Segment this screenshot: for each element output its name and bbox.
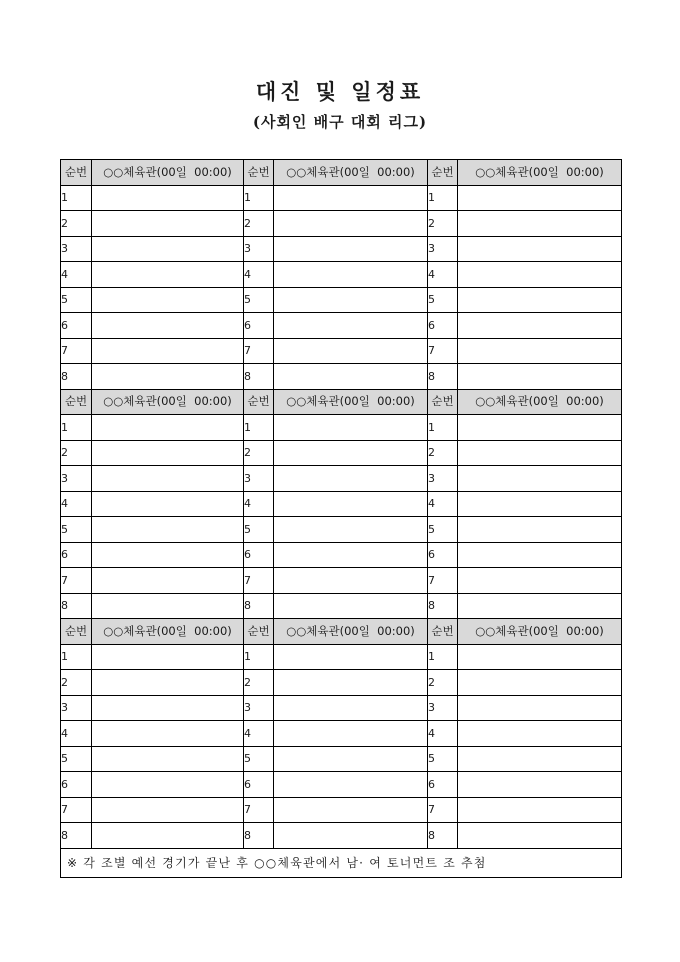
venue-slot-cell [92,466,244,492]
footer-note: ※ 각 조별 예선 경기가 끝난 후 ○○체육관에서 남· 여 토너먼트 조 추첨 [61,848,622,877]
seq-number-cell: 7 [428,568,458,594]
seq-number-cell: 3 [244,236,274,262]
seq-number-cell: 3 [428,695,458,721]
schedule-row [61,670,622,696]
seq-header-cell: 순번 [428,389,458,415]
seq-number-cell: 1 [244,644,274,670]
block-header-row [61,160,622,186]
schedule-row [61,823,622,849]
venue-header-cell: ○○체육관(00일 00:00) [458,619,622,645]
seq-header-cell: 순번 [244,160,274,186]
venue-slot-cell [92,542,244,568]
seq-header-cell: 순번 [428,619,458,645]
schedule-row [61,211,622,237]
seq-number-cell: 5 [244,287,274,313]
seq-number-cell: 2 [428,440,458,466]
venue-header-cell: ○○체육관(00일 00:00) [274,160,428,186]
schedule-row [61,517,622,543]
venue-slot-cell [274,797,428,823]
seq-header-cell: 순번 [61,160,92,186]
venue-slot-cell [92,185,244,211]
venue-slot-cell [92,517,244,543]
block-header-row [61,389,622,415]
venue-slot-cell [92,593,244,619]
seq-number-cell: 4 [244,491,274,517]
schedule-row [61,772,622,798]
venue-slot-cell [458,236,622,262]
schedule-row [61,338,622,364]
seq-number-cell: 2 [244,670,274,696]
seq-number-cell: 1 [244,185,274,211]
seq-number-cell: 1 [61,185,92,211]
schedule-row [61,491,622,517]
venue-slot-cell [274,313,428,339]
schedule-row [61,542,622,568]
schedule-row [61,593,622,619]
seq-number-cell: 1 [244,415,274,441]
venue-slot-cell [92,313,244,339]
seq-number-cell: 5 [244,517,274,543]
seq-number-cell: 3 [61,466,92,492]
schedule-row [61,440,622,466]
venue-header-cell: ○○체육관(00일 00:00) [458,389,622,415]
seq-number-cell: 7 [244,338,274,364]
venue-slot-cell [92,338,244,364]
seq-number-cell: 6 [428,313,458,339]
venue-slot-cell [274,440,428,466]
schedule-row [61,313,622,339]
schedule-row [61,415,622,441]
schedule-row [61,364,622,390]
seq-header-cell: 순번 [244,619,274,645]
seq-number-cell: 8 [428,593,458,619]
seq-number-cell: 7 [61,568,92,594]
seq-number-cell: 5 [244,746,274,772]
seq-number-cell: 6 [61,313,92,339]
seq-number-cell: 7 [244,568,274,594]
seq-number-cell: 2 [428,670,458,696]
venue-slot-cell [92,644,244,670]
seq-number-cell: 7 [428,797,458,823]
seq-number-cell: 4 [428,721,458,747]
venue-slot-cell [274,517,428,543]
seq-number-cell: 8 [244,364,274,390]
venue-slot-cell [274,644,428,670]
seq-number-cell: 7 [428,338,458,364]
venue-slot-cell [458,823,622,849]
venue-slot-cell [458,721,622,747]
schedule-table-body [61,160,622,878]
seq-header-cell: 순번 [61,389,92,415]
venue-slot-cell [274,823,428,849]
venue-slot-cell [458,440,622,466]
block-header-row [61,619,622,645]
schedule-row [61,695,622,721]
seq-header-cell: 순번 [244,389,274,415]
seq-number-cell: 3 [244,466,274,492]
seq-number-cell: 5 [428,746,458,772]
venue-slot-cell [458,517,622,543]
seq-number-cell: 3 [428,466,458,492]
schedule-row [61,287,622,313]
venue-slot-cell [274,338,428,364]
venue-slot-cell [92,746,244,772]
venue-slot-cell [274,542,428,568]
venue-slot-cell [274,721,428,747]
venue-slot-cell [458,185,622,211]
venue-slot-cell [274,772,428,798]
page-subtitle: (사회인 배구 대회 리그) [252,113,428,131]
venue-slot-cell [458,415,622,441]
seq-number-cell: 5 [61,287,92,313]
seq-number-cell: 4 [61,491,92,517]
seq-number-cell: 8 [428,823,458,849]
venue-slot-cell [458,364,622,390]
venue-slot-cell [458,593,622,619]
seq-number-cell: 5 [428,517,458,543]
seq-number-cell: 8 [61,823,92,849]
seq-header-cell: 순번 [61,619,92,645]
venue-slot-cell [92,721,244,747]
venue-slot-cell [458,746,622,772]
venue-slot-cell [92,364,244,390]
schedule-row [61,262,622,288]
seq-number-cell: 2 [244,440,274,466]
venue-slot-cell [458,797,622,823]
venue-slot-cell [274,262,428,288]
venue-slot-cell [274,466,428,492]
seq-number-cell: 8 [61,364,92,390]
venue-slot-cell [274,364,428,390]
venue-slot-cell [274,695,428,721]
seq-number-cell: 5 [428,287,458,313]
schedule-row [61,644,622,670]
venue-slot-cell [92,568,244,594]
seq-number-cell: 1 [61,415,92,441]
seq-number-cell: 6 [428,542,458,568]
schedule-row [61,236,622,262]
venue-slot-cell [458,568,622,594]
venue-slot-cell [458,287,622,313]
venue-slot-cell [274,415,428,441]
venue-slot-cell [458,695,622,721]
seq-number-cell: 6 [61,772,92,798]
seq-number-cell: 6 [61,542,92,568]
venue-slot-cell [92,797,244,823]
venue-slot-cell [92,415,244,441]
seq-number-cell: 6 [428,772,458,798]
seq-number-cell: 2 [61,440,92,466]
footer-row [61,848,622,877]
schedule-row [61,797,622,823]
seq-number-cell: 8 [244,823,274,849]
venue-slot-cell [458,211,622,237]
venue-slot-cell [274,746,428,772]
venue-header-cell: ○○체육관(00일 00:00) [458,160,622,186]
venue-header-cell: ○○체육관(00일 00:00) [92,619,244,645]
seq-number-cell: 4 [244,262,274,288]
seq-number-cell: 4 [61,262,92,288]
seq-number-cell: 5 [61,746,92,772]
venue-slot-cell [92,262,244,288]
seq-number-cell: 2 [428,211,458,237]
venue-header-cell: ○○체육관(00일 00:00) [274,389,428,415]
venue-slot-cell [92,287,244,313]
seq-number-cell: 4 [428,491,458,517]
venue-header-cell: ○○체육관(00일 00:00) [92,160,244,186]
seq-number-cell: 4 [428,262,458,288]
venue-slot-cell [92,440,244,466]
seq-number-cell: 8 [244,593,274,619]
seq-number-cell: 1 [428,185,458,211]
page-title: 대진 및 일정표 [255,79,425,104]
venue-slot-cell [274,670,428,696]
venue-slot-cell [274,568,428,594]
seq-number-cell: 1 [428,415,458,441]
seq-number-cell: 2 [61,670,92,696]
seq-number-cell: 1 [428,644,458,670]
seq-number-cell: 6 [244,772,274,798]
seq-number-cell: 4 [244,721,274,747]
venue-slot-cell [274,491,428,517]
venue-slot-cell [92,695,244,721]
schedule-row [61,746,622,772]
venue-slot-cell [458,491,622,517]
venue-slot-cell [274,593,428,619]
seq-header-cell: 순번 [428,160,458,186]
schedule-row [61,721,622,747]
venue-slot-cell [458,338,622,364]
venue-slot-cell [458,670,622,696]
venue-slot-cell [458,644,622,670]
seq-number-cell: 1 [61,644,92,670]
seq-number-cell: 7 [244,797,274,823]
seq-number-cell: 4 [61,721,92,747]
venue-slot-cell [458,542,622,568]
seq-number-cell: 3 [61,695,92,721]
venue-slot-cell [274,236,428,262]
schedule-table [60,159,622,878]
seq-number-cell: 8 [428,364,458,390]
venue-slot-cell [458,772,622,798]
venue-slot-cell [92,670,244,696]
schedule-row [61,568,622,594]
venue-header-cell: ○○체육관(00일 00:00) [274,619,428,645]
seq-number-cell: 7 [61,338,92,364]
venue-slot-cell [458,262,622,288]
venue-slot-cell [458,466,622,492]
venue-slot-cell [274,211,428,237]
seq-number-cell: 5 [61,517,92,543]
seq-number-cell: 6 [244,313,274,339]
venue-slot-cell [92,211,244,237]
seq-number-cell: 3 [244,695,274,721]
schedule-row [61,466,622,492]
seq-number-cell: 8 [61,593,92,619]
venue-slot-cell [92,823,244,849]
seq-number-cell: 3 [428,236,458,262]
venue-slot-cell [274,185,428,211]
seq-number-cell: 2 [244,211,274,237]
venue-header-cell: ○○체육관(00일 00:00) [92,389,244,415]
schedule-row [61,185,622,211]
venue-slot-cell [92,491,244,517]
seq-number-cell: 2 [61,211,92,237]
seq-number-cell: 3 [61,236,92,262]
venue-slot-cell [92,772,244,798]
seq-number-cell: 6 [244,542,274,568]
venue-slot-cell [274,287,428,313]
seq-number-cell: 7 [61,797,92,823]
venue-slot-cell [92,236,244,262]
venue-slot-cell [458,313,622,339]
